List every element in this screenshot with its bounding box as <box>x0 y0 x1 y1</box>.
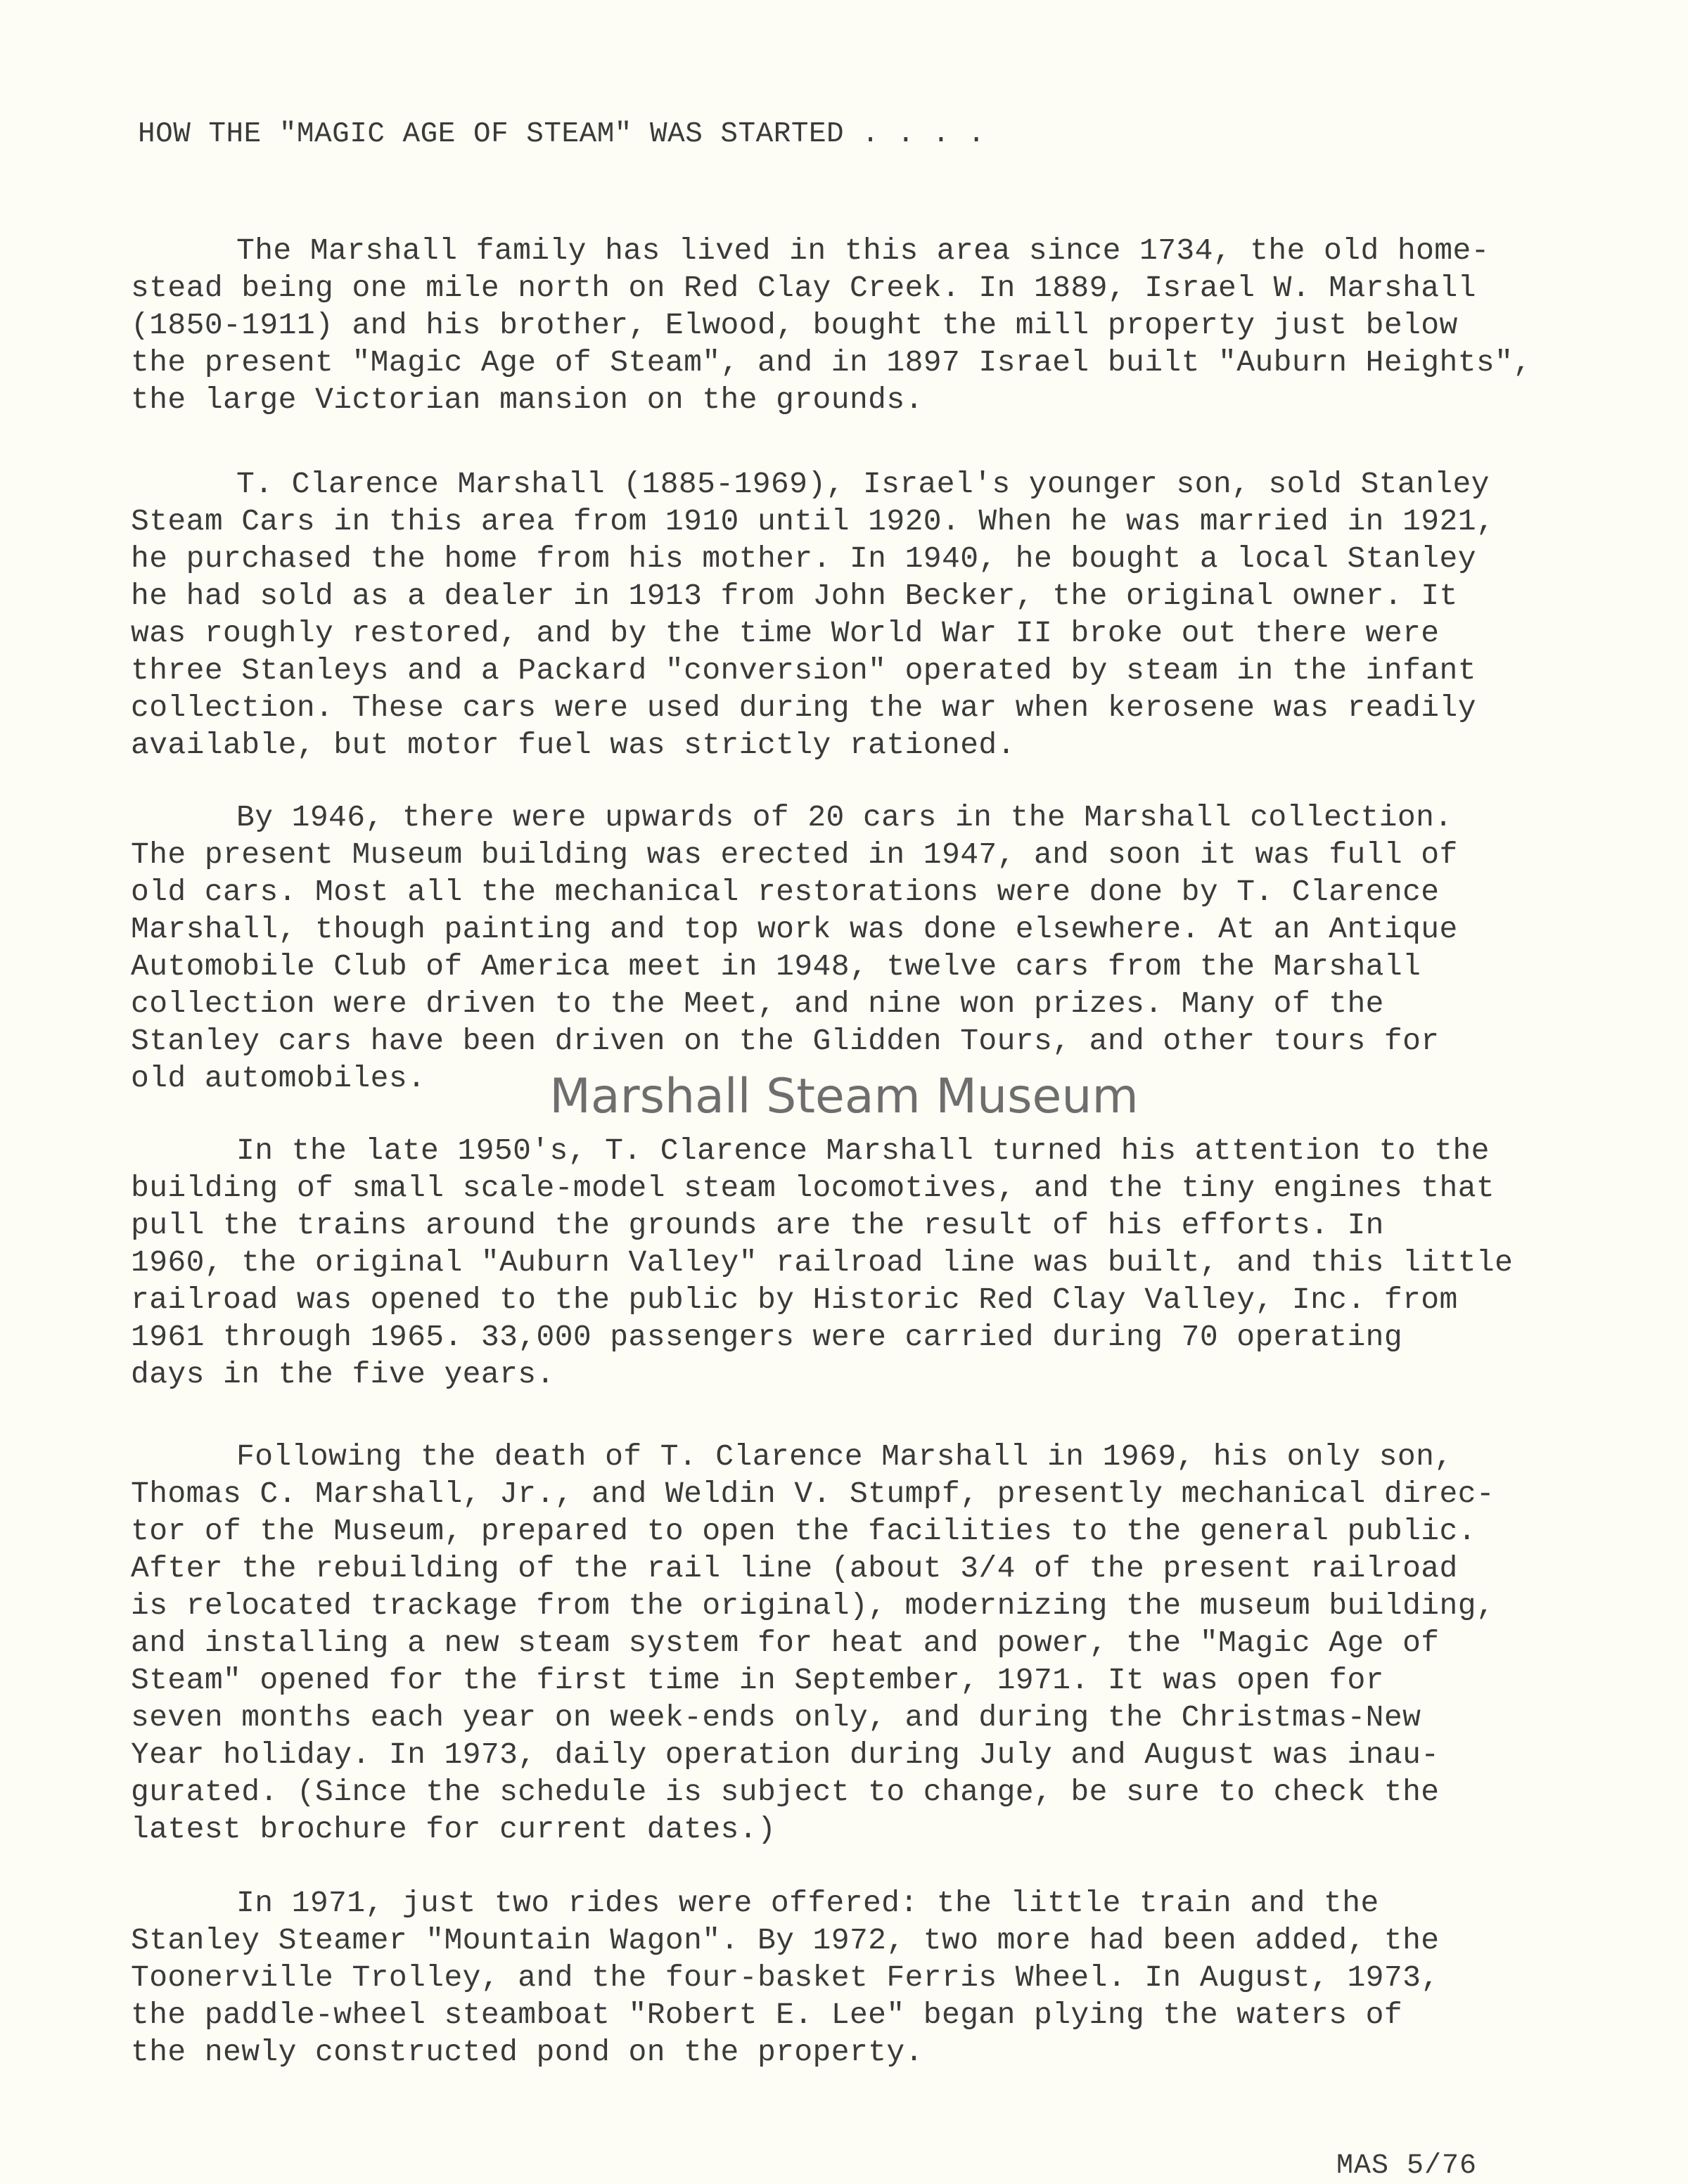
text-line: available, but motor fuel was strictly rationed. <box>131 728 1016 762</box>
text-line: T. Clarence Marshall (1885-1969), Israel's younger son, sold Stanley <box>236 467 1490 501</box>
text-line: tor of the Museum, prepared to open the facilities to the general public. <box>131 1514 1476 1548</box>
text-line: the large Victorian mansion on the grounds. <box>131 383 923 417</box>
text-line: Following the death of T. Clarence Marshall in 1969, his only son, <box>236 1439 1453 1474</box>
text-line: By 1946, there were upwards of 20 cars in the Marshall collection. <box>236 800 1453 835</box>
paragraph-museum-opening <box>131 1438 1643 1848</box>
text-line: the paddle-wheel steamboat "Robert E. Lee" began plying the waters of <box>131 1998 1403 2032</box>
text-line: latest brochure for current dates.) <box>131 1812 776 1846</box>
text-line: seven months each year on week-ends only, and during the Christmas-New <box>131 1700 1421 1735</box>
footer-document-code: MAS 5/76 <box>1336 2150 1478 2182</box>
text-line: 1961 through 1965. 33,000 passengers were carried during 70 operating <box>131 1320 1403 1354</box>
text-line: (1850-1911) and his brother, Elwood, bought the mill property just below <box>131 308 1458 342</box>
watermark: Marshall Steam Museum <box>549 1069 1139 1124</box>
text-line: Year holiday. In 1973, daily operation during July and August was inau- <box>131 1737 1440 1772</box>
text-line: 1960, the original "Auburn Valley" railroad line was built, and this little <box>131 1245 1514 1280</box>
paragraph-rides <box>131 1884 1643 2071</box>
paragraph-collection-growth <box>131 799 1643 1097</box>
text-line: Marshall, though painting and top work was done elsewhere. At an Antique <box>131 912 1458 946</box>
text-line: three Stanleys and a Packard "conversion" operated by steam in the infant <box>131 653 1476 688</box>
paragraph-family-history <box>131 232 1643 418</box>
text-line: Steam Cars in this area from 1910 until 1920. When he was married in 1921, <box>131 504 1495 539</box>
paragraph-locomotives <box>131 1132 1643 1393</box>
text-line: stead being one mile north on Red Clay Creek. In 1889, Israel W. Marshall <box>131 271 1476 305</box>
text-line: Steam" opened for the first time in September, 1971. It was open for <box>131 1663 1384 1697</box>
text-line: gurated. (Since the schedule is subject to change, be sure to check the <box>131 1775 1440 1809</box>
text-line: railroad was opened to the public by Historic Red Clay Valley, Inc. from <box>131 1283 1458 1317</box>
text-line: building of small scale-model steam locomotives, and the tiny engines that <box>131 1171 1495 1205</box>
text-line: collection. These cars were used during the war when kerosene was readily <box>131 690 1476 725</box>
text-line: In the late 1950's, T. Clarence Marshall turned his attention to the <box>236 1133 1490 1168</box>
text-line: Automobile Club of America meet in 1948, twelve cars from the Marshall <box>131 949 1421 984</box>
document-heading: HOW THE "MAGIC AGE OF STEAM" WAS STARTED . . . . <box>138 118 985 150</box>
text-line: The Marshall family has lived in this area since 1734, the old home- <box>236 233 1490 268</box>
text-line: The present Museum building was erected in 1947, and soon it was full of <box>131 837 1458 872</box>
text-line: was roughly restored, and by the time World War II broke out there were <box>131 616 1440 650</box>
paragraph-clarence-marshall <box>131 465 1643 764</box>
text-line: Stanley Steamer "Mountain Wagon". By 1972, two more had been added, the <box>131 1923 1440 1958</box>
text-line: After the rebuilding of the rail line (about 3/4 of the present railroad <box>131 1551 1458 1586</box>
text-line: the newly constructed pond on the property. <box>131 2035 923 2069</box>
text-line: the present "Magic Age of Steam", and in 1897 Israel built "Auburn Heights", <box>131 345 1532 380</box>
text-line: pull the trains around the grounds are the result of his efforts. In <box>131 1208 1384 1242</box>
text-line: In 1971, just two rides were offered: the little train and the <box>236 1886 1379 1920</box>
text-line: is relocated trackage from the original), modernizing the museum building, <box>131 1588 1495 1623</box>
text-line: and installing a new steam system for heat and power, the "Magic Age of <box>131 1626 1440 1660</box>
text-line: Toonerville Trolley, and the four-basket Ferris Wheel. In August, 1973, <box>131 1960 1440 1995</box>
text-line: Thomas C. Marshall, Jr., and Weldin V. Stumpf, presently mechanical direc- <box>131 1477 1495 1511</box>
text-line: Stanley cars have been driven on the Glidden Tours, and other tours for <box>131 1024 1440 1058</box>
text-line: old cars. Most all the mechanical restorations were done by T. Clarence <box>131 875 1440 909</box>
text-line: collection were driven to the Meet, and nine won prizes. Many of the <box>131 987 1384 1021</box>
text-line: old automobiles. <box>131 1061 426 1096</box>
text-line: he had sold as a dealer in 1913 from John Becker, the original owner. It <box>131 579 1458 613</box>
text-line: he purchased the home from his mother. In 1940, he bought a local Stanley <box>131 541 1476 576</box>
text-line: days in the five years. <box>131 1357 555 1392</box>
